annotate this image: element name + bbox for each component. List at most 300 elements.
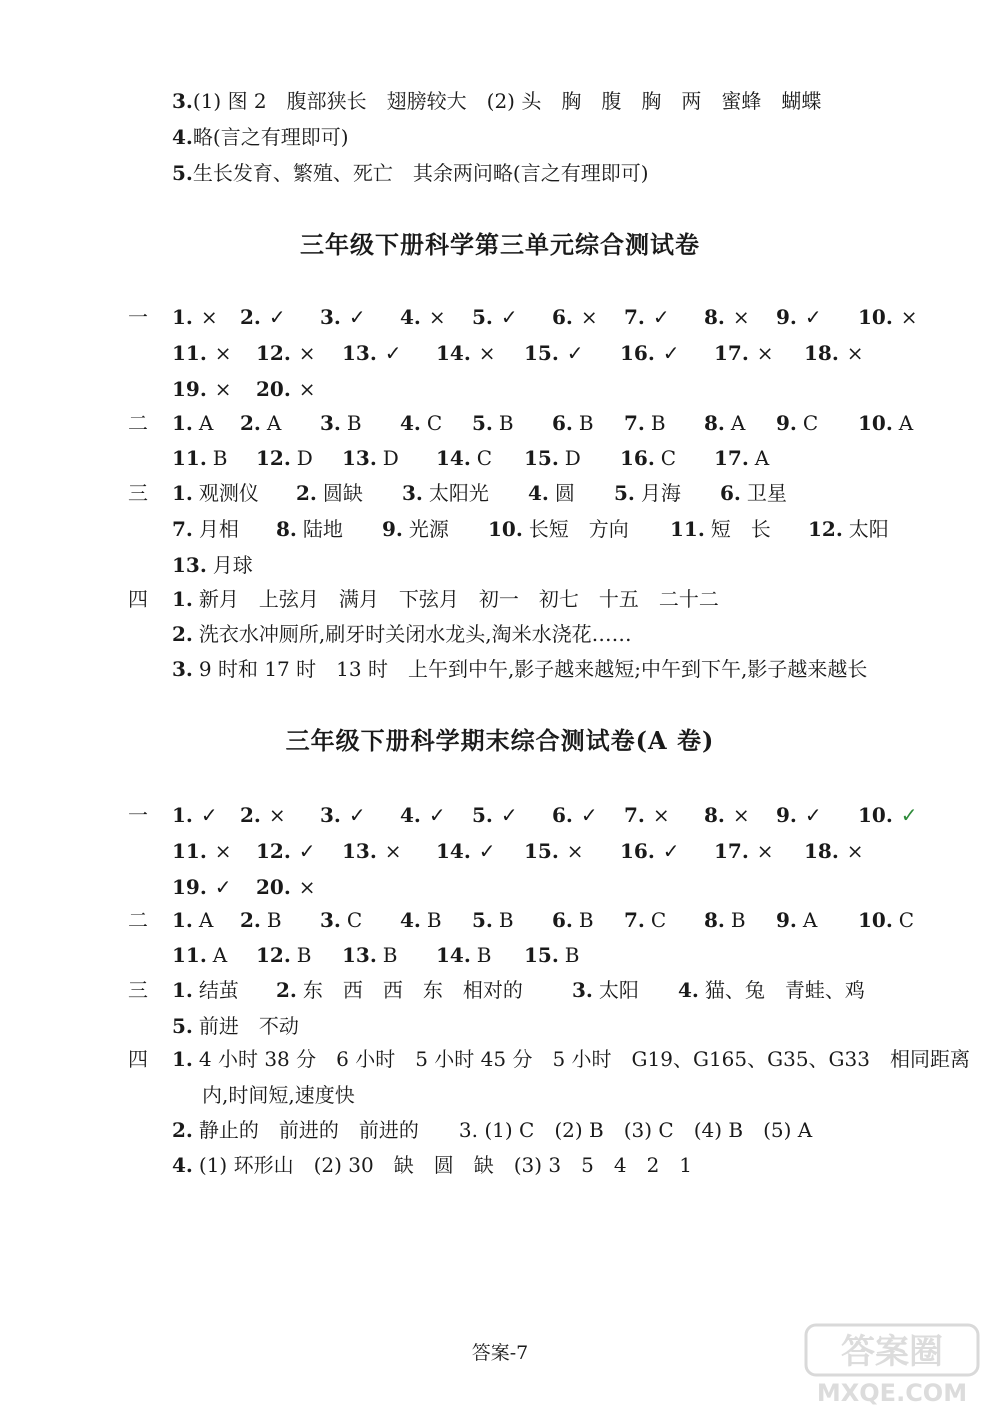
answer-text: 9 时和 17 时 13 时 上午到中午,影子越来越短;中午到下午,影子越来越长 <box>198 657 868 681</box>
answer-text: (1) 环形山 (2) 30 缺 圆 缺 (3) 3 5 4 2 1 <box>198 1153 693 1177</box>
question-number: 13. <box>342 341 377 365</box>
finalA-section-4-label: 四 <box>128 1047 148 1071</box>
question-number: 7. <box>624 803 645 827</box>
answer-choice: B <box>382 943 398 967</box>
unit3-s2-answer <box>776 410 818 436</box>
finalA-s1-answer <box>400 802 446 828</box>
finalA-s2-answer <box>776 907 817 933</box>
answer-mark: ✓ <box>428 803 446 827</box>
question-number: 4. <box>400 305 421 329</box>
unit3-s3-answer <box>172 480 259 506</box>
question-number: 2. <box>172 1118 193 1142</box>
question-number: 14. <box>436 341 471 365</box>
question-number: 11. <box>172 446 207 470</box>
unit3-s3-answer <box>808 516 889 542</box>
answer-text: 猫、兔 青蛙、鸡 <box>704 978 865 1002</box>
question-number: 7. <box>624 908 645 932</box>
answer-mark: × <box>428 305 446 329</box>
finalA-s3-answer <box>172 1013 299 1039</box>
answer-choice: D <box>296 446 313 470</box>
answer-mark: ✓ <box>662 341 680 365</box>
question-number: 6. <box>720 481 741 505</box>
unit3-s1-answer <box>436 340 496 366</box>
question-number: 2. <box>276 978 297 1002</box>
answer-mark: × <box>756 341 774 365</box>
question-number: 13. <box>342 446 377 470</box>
answer-mark: ✓ <box>348 803 366 827</box>
unit3-s3-answer <box>172 552 253 578</box>
question-number: 4. <box>400 908 421 932</box>
finalA-s4-line <box>196 1082 355 1108</box>
finalA-s1-answer <box>620 838 680 864</box>
finalA-s2-answer <box>858 907 914 933</box>
answer-choice: B <box>564 943 580 967</box>
finalA-s1-answer <box>804 838 864 864</box>
answer-choice: C <box>476 446 493 470</box>
question-number: 17. <box>714 839 749 863</box>
answer-mark: × <box>268 803 286 827</box>
unit3-s1-answer <box>624 304 670 330</box>
question-number: 9. <box>776 411 797 435</box>
question-number: 13. <box>342 839 377 863</box>
question-number: 20. <box>256 377 291 401</box>
answer-choice: A <box>898 411 914 435</box>
answer-mark: × <box>732 803 750 827</box>
finalA-s1-answer <box>776 802 822 828</box>
answer-text: 光源 <box>408 517 449 541</box>
question-number: 11. <box>670 517 705 541</box>
question-number: 2. <box>172 622 193 646</box>
question-number: 9. <box>382 517 403 541</box>
unit3-s2-answer <box>552 410 594 436</box>
finalA-s1-answer <box>320 802 366 828</box>
answer-choice: A <box>266 411 282 435</box>
unit3-s2-answer <box>704 410 745 436</box>
answer-text: 长短 方向 <box>528 517 629 541</box>
question-number: 6. <box>552 908 573 932</box>
question-number: 3. <box>320 305 341 329</box>
finalA-s1-answer <box>624 802 670 828</box>
unit3-s2-answer <box>342 445 399 471</box>
finalA-s3-answer <box>276 977 523 1003</box>
unit3-s2-answer <box>620 445 676 471</box>
answer-mark: × <box>756 839 774 863</box>
question-number: 3. <box>320 411 341 435</box>
page-number: 答案-7 <box>471 1342 529 1364</box>
answer-mark: × <box>478 341 496 365</box>
question-number: 7. <box>624 305 645 329</box>
top-line-3: 3.(1) 图 2 腹部狭长 翅膀较大 (2) 头 胸 腹 胸 两 蜜蜂 蝴蝶 <box>172 89 822 113</box>
question-number: 20. <box>256 875 291 899</box>
answer-choice: C <box>802 411 819 435</box>
finalA-s1-answer <box>256 838 316 864</box>
question-number: 10. <box>858 908 893 932</box>
question-number: 7. <box>172 517 193 541</box>
question-number: 10. <box>858 305 893 329</box>
question-number: 12. <box>256 446 291 470</box>
question-number: 2. <box>240 411 261 435</box>
answer-mark: ✓ <box>804 803 822 827</box>
question-number: 12. <box>256 943 291 967</box>
finalA-s2-answer <box>436 942 492 968</box>
finalA-section-1-label: 一 <box>128 803 148 827</box>
question-number: 1. <box>172 411 193 435</box>
finalA-s1-answer <box>240 802 286 828</box>
unit3-title: 三年级下册科学第三单元综合测试卷 <box>300 230 700 259</box>
unit3-s1-answer <box>524 340 584 366</box>
finalA-s1-answer <box>552 802 598 828</box>
answer-text: 静止的 前进的 前进的 3. (1) C (2) B (3) C (4) B (5) A <box>198 1118 813 1142</box>
question-number: 4. <box>528 481 549 505</box>
answer-text: 陆地 <box>302 517 343 541</box>
unit3-s2-answer <box>172 410 213 436</box>
watermark-top-text: 答案圈 <box>841 1332 943 1372</box>
unit3-s2-answer <box>240 410 281 436</box>
question-number: 2. <box>240 908 261 932</box>
question-number: 16. <box>620 341 655 365</box>
question-number: 2. <box>240 305 261 329</box>
question-number: 10. <box>858 803 893 827</box>
unit3-s3-answer <box>172 516 239 542</box>
unit3-s3-answer <box>382 516 449 542</box>
answer-text: 结茧 <box>198 978 239 1002</box>
question-number: 17. <box>714 446 749 470</box>
question-number: 7. <box>624 411 645 435</box>
question-number: 15. <box>524 341 559 365</box>
question-number: 4. <box>678 978 699 1002</box>
finalA-s1-answer <box>342 838 402 864</box>
unit3-s3-answer <box>670 516 771 542</box>
unit3-s2-answer <box>256 445 313 471</box>
answer-choice: B <box>212 446 228 470</box>
answer-text: 太阳 <box>848 517 889 541</box>
question-number: 6. <box>552 305 573 329</box>
answer-mark: × <box>900 305 918 329</box>
answer-choice: B <box>498 411 514 435</box>
answer-mark: ✓ <box>200 803 218 827</box>
finalA-s3-answer <box>572 977 639 1003</box>
question-number: 3. <box>572 978 593 1002</box>
finalA-section-3-label: 三 <box>128 978 148 1002</box>
answer-choice: C <box>426 411 443 435</box>
unit3-s1-answer <box>256 340 316 366</box>
answer-choice: D <box>564 446 581 470</box>
finalA-title: 三年级下册科学期末综合测试卷(A 卷) <box>285 726 715 755</box>
question-number: 1. <box>172 481 193 505</box>
question-number: 9. <box>776 305 797 329</box>
question-number: 18. <box>804 839 839 863</box>
finalA-s1-answer <box>858 802 918 828</box>
answer-mark: × <box>846 341 864 365</box>
answer-text: 圆 <box>554 481 575 505</box>
question-number: 5. <box>472 305 493 329</box>
question-number: 1. <box>172 803 193 827</box>
question-number: 8. <box>704 305 725 329</box>
finalA-s2-answer <box>552 907 594 933</box>
finalA-s2-answer <box>704 907 746 933</box>
question-number: 5. <box>472 411 493 435</box>
unit3-s1-answer <box>714 340 774 366</box>
answer-choice: B <box>578 908 594 932</box>
unit3-s1-answer <box>552 304 598 330</box>
unit3-s2-answer <box>714 445 769 471</box>
finalA-s1-answer <box>172 874 232 900</box>
answer-text: 短 长 <box>710 517 771 541</box>
question-number: 19. <box>172 875 207 899</box>
answer-mark: × <box>652 803 670 827</box>
unit3-s1-answer <box>776 304 822 330</box>
finalA-s4-line <box>172 1117 812 1143</box>
finalA-s2-answer <box>400 907 442 933</box>
answer-mark: × <box>298 341 316 365</box>
answer-mark: × <box>298 377 316 401</box>
answer-mark: × <box>384 839 402 863</box>
unit3-s2-answer <box>172 445 228 471</box>
answer-choice: B <box>476 943 492 967</box>
answer-text: 圆缺 <box>322 481 363 505</box>
finalA-s2-answer <box>624 907 666 933</box>
top-line-4: 4.略(言之有理即可) <box>172 125 349 149</box>
finalA-s1-answer <box>524 838 584 864</box>
answer-choice: B <box>498 908 514 932</box>
finalA-s4-line <box>172 1046 970 1072</box>
question-number: 1. <box>172 908 193 932</box>
answer-mark: ✓ <box>804 305 822 329</box>
answer-text: 观测仪 <box>198 481 259 505</box>
answer-choice: B <box>266 908 282 932</box>
answer-text: 卫星 <box>746 481 787 505</box>
unit3-s4-line <box>172 586 719 612</box>
question-number: 13. <box>342 943 377 967</box>
question-number: 8. <box>704 803 725 827</box>
answer-choice: A <box>802 908 818 932</box>
question-number: 2. <box>296 481 317 505</box>
unit3-section-3-label: 三 <box>128 481 148 505</box>
finalA-s1-answer <box>436 838 496 864</box>
question-number: 2. <box>240 803 261 827</box>
answer-mark: ✓ <box>214 875 232 899</box>
unit3-s1-answer <box>472 304 518 330</box>
answer-mark: ✓ <box>348 305 366 329</box>
answer-choice: C <box>346 908 363 932</box>
answer-mark: × <box>580 305 598 329</box>
unit3-s1-answer <box>320 304 366 330</box>
unit3-section-4-label: 四 <box>128 587 148 611</box>
question-number: 3. <box>172 657 193 681</box>
question-number: 3. <box>402 481 423 505</box>
watermark-bottom-text: MXQE.COM <box>816 1379 968 1407</box>
answer-choice: B <box>346 411 362 435</box>
answer-mark: × <box>200 305 218 329</box>
finalA-s2-answer <box>172 942 227 968</box>
finalA-s1-answer <box>256 874 316 900</box>
answer-choice: A <box>754 446 770 470</box>
unit3-s2-answer <box>320 410 362 436</box>
question-number: 10. <box>488 517 523 541</box>
question-number: 4. <box>400 803 421 827</box>
question-number: 1. <box>172 1047 193 1071</box>
question-number: 3. <box>320 908 341 932</box>
answer-text: 新月 上弦月 满月 下弦月 初一 初七 十五 二十二 <box>198 587 719 611</box>
question-number: 6. <box>552 411 573 435</box>
unit3-s3-answer <box>614 480 681 506</box>
answer-text: 洗衣水冲厕所,刷牙时关闭水龙头,淘米水浇花…… <box>198 622 632 646</box>
finalA-s1-answer <box>704 802 750 828</box>
unit3-s1-answer <box>172 304 218 330</box>
answer-mark: × <box>732 305 750 329</box>
answer-mark: ✓ <box>566 341 584 365</box>
question-number: 1. <box>172 305 193 329</box>
finalA-s1-answer <box>472 802 518 828</box>
answer-choice: A <box>198 411 214 435</box>
question-number: 18. <box>804 341 839 365</box>
answer-mark: ✓ <box>900 803 918 827</box>
finalA-s3-answer <box>172 977 239 1003</box>
question-number: 16. <box>620 446 655 470</box>
answer-choice: C <box>650 908 667 932</box>
question-number: 5. <box>172 1014 193 1038</box>
unit3-s3-answer <box>528 480 575 506</box>
unit3-s1-answer <box>858 304 918 330</box>
question-number: 15. <box>524 839 559 863</box>
unit3-s3-answer <box>402 480 489 506</box>
answer-mark: ✓ <box>652 305 670 329</box>
finalA-s2-answer <box>172 907 213 933</box>
question-number: 12. <box>256 839 291 863</box>
question-number: 6. <box>552 803 573 827</box>
unit3-s1-answer <box>256 376 316 402</box>
question-number: 12. <box>808 517 843 541</box>
unit3-s3-answer <box>296 480 363 506</box>
question-number: 3. <box>320 803 341 827</box>
question-number: 14. <box>436 943 471 967</box>
unit3-section-2-label: 二 <box>128 411 148 435</box>
question-number: 15. <box>524 943 559 967</box>
unit3-s1-answer <box>620 340 680 366</box>
finalA-s4-line <box>172 1152 692 1178</box>
answer-mark: ✓ <box>478 839 496 863</box>
question-number: 4. <box>400 411 421 435</box>
answer-choice: C <box>898 908 915 932</box>
answer-mark: ✓ <box>580 803 598 827</box>
unit3-s4-line <box>172 656 867 682</box>
question-number: 11. <box>172 341 207 365</box>
unit3-s1-answer <box>804 340 864 366</box>
finalA-s2-answer <box>472 907 514 933</box>
answer-mark: ✓ <box>298 839 316 863</box>
unit3-s2-answer <box>472 410 514 436</box>
question-number: 8. <box>704 908 725 932</box>
top-line-5: 5.生长发育、繁殖、死亡 其余两问略(言之有理即可) <box>172 161 649 185</box>
unit3-s1-answer <box>704 304 750 330</box>
question-number: 5. <box>472 908 493 932</box>
question-number: 9. <box>776 908 797 932</box>
unit3-s3-answer <box>720 480 787 506</box>
question-number: 10. <box>858 411 893 435</box>
answer-choice: D <box>382 446 399 470</box>
watermark-logo <box>802 1319 982 1409</box>
unit3-s2-answer <box>624 410 666 436</box>
answer-choice: A <box>198 908 214 932</box>
answer-choice: B <box>296 943 312 967</box>
answer-mark: ✓ <box>268 305 286 329</box>
unit3-s3-answer <box>488 516 629 542</box>
question-number: 17. <box>714 341 749 365</box>
unit3-s1-answer <box>342 340 402 366</box>
answer-mark: × <box>298 875 316 899</box>
finalA-s1-answer <box>172 802 218 828</box>
question-number: 1. <box>172 978 193 1002</box>
question-number: 1. <box>172 587 193 611</box>
answer-text: 太阳 <box>598 978 639 1002</box>
question-number: 12. <box>256 341 291 365</box>
answer-mark: ✓ <box>500 305 518 329</box>
question-number: 5. <box>614 481 635 505</box>
answer-text: 4 小时 38 分 6 小时 5 小时 45 分 5 小时 G19、G165、G35、G33 相同距离 <box>198 1047 970 1071</box>
question-number: 8. <box>704 411 725 435</box>
answer-mark: × <box>566 839 584 863</box>
answer-choice: B <box>730 908 746 932</box>
finalA-s2-answer <box>240 907 282 933</box>
finalA-s1-answer <box>714 838 774 864</box>
answer-mark: × <box>214 341 232 365</box>
unit3-s1-answer <box>240 304 286 330</box>
question-number: 13. <box>172 553 207 577</box>
question-number: 4. <box>172 1153 193 1177</box>
answer-mark: ✓ <box>662 839 680 863</box>
finalA-s3-answer <box>678 977 865 1003</box>
answer-text: 月海 <box>640 481 681 505</box>
answer-choice: B <box>578 411 594 435</box>
unit3-s2-answer <box>524 445 581 471</box>
unit3-s4-line <box>172 621 632 647</box>
answer-choice: A <box>212 943 228 967</box>
finalA-s2-answer <box>256 942 312 968</box>
question-number: 14. <box>436 446 471 470</box>
finalA-s2-answer <box>320 907 362 933</box>
unit3-s1-answer <box>172 340 232 366</box>
answer-choice: A <box>730 411 746 435</box>
unit3-s2-answer <box>858 410 913 436</box>
answer-choice: C <box>660 446 677 470</box>
answer-text: 太阳光 <box>428 481 489 505</box>
question-number: 15. <box>524 446 559 470</box>
unit3-section-1-label: 一 <box>128 305 148 329</box>
question-number: 19. <box>172 377 207 401</box>
unit3-s3-answer <box>276 516 343 542</box>
question-number: 9. <box>776 803 797 827</box>
answer-mark: × <box>846 839 864 863</box>
finalA-s2-answer <box>524 942 580 968</box>
unit3-s2-answer <box>436 445 492 471</box>
answer-text: 月相 <box>198 517 239 541</box>
question-number: 11. <box>172 943 207 967</box>
finalA-section-2-label: 二 <box>128 908 148 932</box>
answer-choice: B <box>650 411 666 435</box>
answer-mark: ✓ <box>384 341 402 365</box>
unit3-s1-answer <box>400 304 446 330</box>
finalA-s2-answer <box>342 942 398 968</box>
question-number: 5. <box>472 803 493 827</box>
unit3-s2-answer <box>400 410 442 436</box>
answer-mark: × <box>214 377 232 401</box>
question-number: 11. <box>172 839 207 863</box>
finalA-s1-answer <box>172 838 232 864</box>
answer-choice: B <box>426 908 442 932</box>
answer-mark: ✓ <box>500 803 518 827</box>
answer-mark: × <box>214 839 232 863</box>
question-number: 8. <box>276 517 297 541</box>
